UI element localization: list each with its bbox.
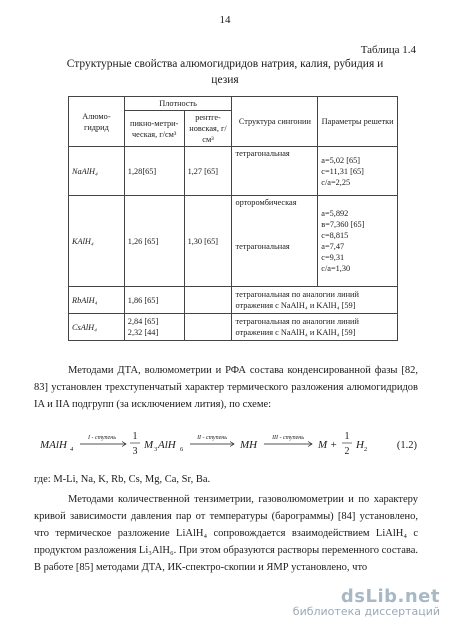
header-density: Плотность	[124, 97, 232, 111]
eq-stage-1: I - ступень	[88, 435, 116, 441]
eq-frac2-num: 1	[344, 431, 350, 442]
syngony-cell: тетрагональная	[232, 147, 318, 196]
properties-table	[68, 96, 398, 341]
eq-mid-al: AlH	[158, 439, 176, 451]
compound-cell: RbAlH₄	[69, 287, 125, 314]
watermark-subtitle: библиотека диссертаций	[292, 605, 440, 618]
eq-mh: MH	[240, 439, 258, 451]
param-line: c/a=1,30	[321, 264, 351, 273]
eq-frac1-den: 3	[132, 446, 138, 457]
eq-stage-2: II - ступень	[197, 435, 227, 441]
eq-frac2-den: 2	[344, 446, 350, 457]
header-compound: Алюмо-гидрид	[69, 97, 125, 147]
note-line: отражения с NaAlH₄ и KAlH₄ [59]	[235, 301, 356, 310]
compound-cell: NaAlH₄	[69, 147, 125, 196]
equation-block	[34, 426, 418, 462]
syngony-line: орторомбическая	[235, 198, 297, 207]
xray-cell	[184, 314, 232, 341]
where-line: где: M-Li, Na, K, Rb, Cs, Mg, Ca, Sr, Ba.	[34, 474, 211, 485]
param-line: в=7,360 [65]	[321, 220, 365, 229]
watermark-logo-suffix: .net	[397, 586, 440, 607]
table-row	[69, 287, 398, 314]
header-syngony: Структура сингонии	[232, 97, 318, 147]
eq-mid-sub1: 3	[154, 446, 158, 453]
compound-cell: CsAlH₄	[69, 314, 125, 341]
params-cell	[318, 147, 398, 196]
decomposition-equation	[34, 426, 418, 462]
density-line: 2,84 [65]	[127, 317, 159, 326]
param-line: a=5,892	[321, 209, 349, 218]
pycnometric-cell: 1,86 [65]	[124, 287, 184, 314]
note-cell	[232, 287, 398, 314]
note-cell	[232, 314, 398, 341]
param-line: c=8,815	[321, 231, 349, 240]
page-number: 14	[219, 14, 231, 26]
eq-frac1-num: 1	[132, 431, 138, 442]
eq-mid-m: M	[144, 439, 154, 451]
paragraph-1: Методами ДТА, волюмометрии и РФА состава конденсированной фазы [82, 83] установлен трехступенчатый характер термического разложения алюмогидридов IA и IIA подгрупп (за исключением лития), по схеме:	[34, 365, 418, 410]
note-line: тетрагональная по аналогии линий	[235, 317, 359, 326]
header-params: Параметры решетки	[318, 97, 398, 147]
param-line: c=11,31 [65]	[321, 166, 364, 176]
eq-h-sub: 2	[364, 446, 368, 453]
pycnometric-cell: 1,28[65]	[124, 147, 184, 196]
xray-cell: 1,30 [65]	[184, 196, 232, 287]
param-line: c/a=2,25	[321, 177, 351, 187]
eq-stage-3: III - ступень	[272, 435, 304, 441]
eq-lhs-sub: 4	[70, 446, 74, 453]
table-header-row	[69, 97, 398, 111]
eq-m-plus: M +	[318, 439, 338, 451]
param-line: c=9,31	[321, 253, 345, 262]
xray-cell: 1,27 [65]	[184, 147, 232, 196]
compound-cell: KAlH₄	[69, 196, 125, 287]
table-label: Таблица 1.4	[360, 44, 416, 56]
pycnometric-cell: 1,26 [65]	[124, 196, 184, 287]
eq-lhs: MAlH	[40, 439, 67, 451]
watermark-logo	[293, 586, 440, 607]
xray-cell	[184, 287, 232, 314]
table-title: Структурные свойства алюмогидридов натрия, калия, рубидия и цезия	[66, 58, 384, 86]
syngony-cell	[232, 196, 318, 287]
table-row	[69, 196, 398, 287]
param-line: a=7,47	[321, 242, 345, 251]
pycnometric-cell	[124, 314, 184, 341]
param-line: a=5,02 [65]	[321, 155, 361, 165]
eq-mid-sub2: 6	[180, 446, 184, 453]
watermark-logo-main: dsLib	[340, 586, 398, 607]
header-xray: рентге-новская, г/см³	[184, 111, 232, 147]
density-line: 2,32 [44]	[127, 328, 159, 337]
equation-number: (1.2)	[396, 440, 417, 451]
table-row	[69, 314, 398, 341]
table-row	[69, 147, 398, 196]
syngony-line: тетрагональная	[235, 242, 290, 251]
note-line: тетрагональная по аналогии линий	[235, 290, 359, 299]
watermark	[293, 586, 440, 618]
note-line: отражения с NaAlH₄ и KAlH₄ [59]	[235, 328, 356, 337]
params-cell	[318, 196, 398, 287]
paragraph-2: Методами количественной тензиметрии, газоволюмометрии и по характеру кривой зависимости давления пар от температуры (барограммы) [84] установлено, что термическое разложение LiAlH₄ сопровождается взаимодействием LiAlH₄ с продуктом разложения Li₃AlH₆. При этом образуются растворы переменного состава. В работе [85] методами ДТА, ИК-спектро-скопии и ЯМР установлено, что	[34, 494, 418, 573]
eq-h: H	[356, 439, 364, 451]
header-pycnometric: пикно-метри-ческая, г/см³	[124, 111, 184, 147]
